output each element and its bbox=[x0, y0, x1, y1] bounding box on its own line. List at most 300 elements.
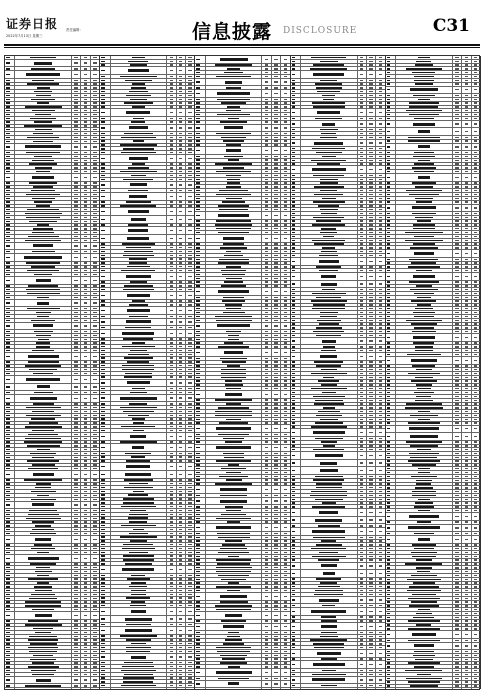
table-cell bbox=[261, 437, 270, 440]
table-cell bbox=[195, 163, 204, 166]
table-cell bbox=[185, 524, 194, 527]
table-cell bbox=[166, 227, 175, 234]
cell-text-mark bbox=[179, 289, 182, 290]
cell-text-mark bbox=[179, 552, 182, 553]
cell-text-mark bbox=[93, 609, 96, 610]
table-cell bbox=[261, 399, 270, 402]
cell-text-mark bbox=[130, 435, 146, 438]
table-cell bbox=[205, 90, 262, 97]
cell-text-mark bbox=[84, 87, 87, 88]
table-cell bbox=[280, 334, 289, 337]
cell-text-mark bbox=[284, 620, 287, 621]
table-cell bbox=[280, 132, 289, 135]
cell-text-mark bbox=[196, 365, 200, 366]
table-cell bbox=[71, 604, 80, 607]
cell-text-mark bbox=[265, 632, 268, 633]
table-cell bbox=[261, 433, 270, 436]
cell-text-mark bbox=[93, 146, 96, 147]
cell-text-mark bbox=[188, 392, 191, 393]
table-cell bbox=[71, 79, 80, 82]
cell-text-mark bbox=[36, 342, 49, 343]
cell-text-mark bbox=[284, 238, 287, 239]
cell-text-mark bbox=[284, 666, 287, 667]
cell-text-mark bbox=[265, 468, 268, 469]
table-cell bbox=[280, 593, 289, 600]
table-cell bbox=[271, 296, 280, 299]
table-row bbox=[100, 444, 194, 452]
table-cell bbox=[90, 444, 99, 447]
table-cell bbox=[71, 494, 80, 497]
table-cell bbox=[261, 574, 270, 577]
table-cell bbox=[80, 662, 89, 665]
cell-text-mark bbox=[379, 61, 382, 62]
cell-text-mark bbox=[93, 339, 96, 340]
cell-text-mark bbox=[6, 228, 10, 229]
table-cell bbox=[280, 75, 289, 78]
cell-text-mark bbox=[284, 339, 287, 340]
table-row bbox=[195, 445, 289, 453]
cell-text-mark bbox=[32, 251, 55, 252]
cell-text-mark bbox=[265, 639, 268, 640]
table-cell bbox=[205, 273, 262, 276]
table-cell bbox=[280, 71, 289, 74]
table-cell bbox=[205, 509, 262, 512]
cell-text-mark bbox=[284, 144, 287, 145]
cell-text-mark bbox=[265, 464, 268, 465]
table-cell bbox=[110, 56, 167, 59]
cell-text-mark bbox=[196, 479, 200, 480]
cell-text-mark bbox=[188, 80, 191, 81]
cell-text-mark bbox=[196, 476, 200, 477]
cell-text-mark bbox=[265, 590, 268, 591]
cell-text-mark bbox=[284, 403, 287, 404]
table-cell bbox=[80, 536, 89, 543]
cell-text-mark bbox=[170, 569, 173, 570]
cell-text-mark bbox=[31, 594, 55, 595]
table-cell bbox=[110, 490, 167, 493]
cell-text-mark bbox=[284, 626, 287, 627]
table-cell bbox=[166, 79, 175, 82]
table-cell bbox=[71, 566, 80, 569]
table-cell bbox=[71, 406, 80, 409]
table-cell bbox=[80, 422, 89, 425]
table-cell bbox=[166, 330, 175, 337]
table-cell bbox=[205, 555, 262, 558]
cell-text-mark bbox=[37, 224, 49, 225]
cell-text-mark bbox=[93, 441, 96, 442]
table-cell bbox=[185, 574, 194, 577]
table-cell bbox=[205, 380, 262, 383]
table-cell bbox=[71, 125, 80, 128]
table-cell bbox=[176, 315, 185, 318]
cell-text-mark bbox=[6, 232, 10, 233]
cell-text-mark bbox=[196, 352, 200, 353]
cell-text-mark bbox=[101, 61, 105, 62]
table-cell bbox=[90, 414, 99, 417]
cell-text-mark bbox=[84, 468, 87, 469]
cell-text-mark bbox=[196, 209, 200, 210]
table-cell bbox=[14, 83, 71, 86]
table-cell bbox=[261, 551, 270, 554]
cell-text-mark bbox=[265, 575, 268, 576]
cell-text-mark bbox=[265, 438, 268, 439]
cell-text-mark bbox=[84, 346, 87, 347]
cell-text-mark bbox=[188, 281, 191, 282]
table-cell bbox=[110, 357, 167, 360]
table-cell bbox=[5, 563, 14, 566]
table-cell bbox=[176, 189, 185, 192]
cell-text-mark bbox=[265, 72, 268, 73]
cell-text-mark bbox=[170, 357, 173, 358]
cell-text-mark bbox=[170, 61, 173, 62]
table-cell bbox=[5, 300, 14, 307]
table-cell bbox=[71, 452, 80, 455]
table-cell bbox=[71, 418, 80, 421]
cell-text-mark bbox=[126, 95, 151, 96]
table-cell bbox=[90, 136, 99, 139]
cell-text-mark bbox=[196, 506, 200, 507]
cell-text-mark bbox=[84, 457, 87, 458]
table-cell bbox=[271, 688, 280, 689]
table-cell bbox=[100, 246, 109, 249]
table-cell bbox=[5, 159, 14, 162]
cell-text-mark bbox=[274, 278, 277, 279]
table-cell bbox=[205, 624, 262, 631]
table-cell bbox=[195, 368, 204, 371]
cell-text-mark bbox=[101, 106, 105, 107]
cell-text-mark bbox=[93, 521, 96, 522]
cell-text-mark bbox=[74, 453, 77, 454]
cell-text-mark bbox=[74, 339, 77, 340]
table-cell bbox=[195, 86, 204, 89]
cell-text-mark bbox=[220, 488, 248, 491]
cell-text-mark bbox=[179, 517, 182, 518]
table-cell bbox=[100, 174, 109, 177]
cell-text-mark bbox=[93, 552, 96, 553]
table-cell bbox=[271, 509, 280, 512]
table-cell bbox=[5, 372, 14, 375]
table-cell bbox=[14, 585, 71, 588]
cell-text-mark bbox=[274, 331, 277, 332]
cell-text-mark bbox=[196, 411, 200, 412]
cell-text-mark bbox=[101, 342, 105, 343]
table-cell bbox=[261, 79, 270, 86]
cell-text-mark bbox=[274, 262, 277, 263]
table-cell bbox=[110, 376, 167, 379]
cell-text-mark bbox=[265, 110, 268, 111]
table-cell bbox=[195, 269, 204, 272]
cell-text-mark bbox=[188, 144, 191, 145]
table-cell bbox=[90, 311, 99, 314]
cell-text-mark bbox=[188, 403, 191, 404]
cell-text-mark bbox=[196, 377, 200, 378]
cell-text-mark bbox=[33, 628, 53, 629]
table-cell bbox=[205, 452, 262, 455]
table-cell bbox=[166, 654, 175, 661]
table-cell bbox=[185, 319, 194, 326]
table-cell bbox=[280, 635, 289, 638]
table-row bbox=[195, 147, 289, 155]
table-cell bbox=[90, 403, 99, 406]
cell-text-mark bbox=[265, 182, 268, 183]
table-cell bbox=[205, 570, 262, 573]
table-cell bbox=[80, 612, 89, 619]
cell-text-mark bbox=[84, 152, 87, 153]
cell-text-mark bbox=[284, 373, 287, 374]
table-cell bbox=[100, 125, 109, 132]
table-cell bbox=[5, 665, 14, 668]
table-cell bbox=[195, 231, 204, 234]
table-cell bbox=[195, 250, 204, 253]
table-cell bbox=[71, 384, 80, 391]
cell-text-mark bbox=[128, 224, 148, 225]
cell-text-mark bbox=[32, 110, 55, 111]
cell-text-mark bbox=[360, 61, 363, 62]
cell-text-mark bbox=[179, 205, 182, 206]
table-cell bbox=[90, 243, 99, 250]
cell-text-mark bbox=[6, 316, 10, 317]
cell-text-mark bbox=[188, 514, 191, 515]
cell-text-mark bbox=[84, 110, 87, 111]
cell-text-mark bbox=[179, 295, 182, 296]
cell-text-mark bbox=[93, 356, 96, 357]
cell-text-mark bbox=[93, 674, 96, 675]
table-cell bbox=[80, 113, 89, 116]
table-cell bbox=[71, 677, 80, 684]
cell-text-mark bbox=[274, 373, 277, 374]
table-cell bbox=[90, 71, 99, 78]
table-cell bbox=[195, 174, 204, 177]
table-cell bbox=[14, 132, 71, 135]
cell-text-mark bbox=[130, 281, 147, 282]
cell-text-mark bbox=[84, 160, 87, 161]
cell-text-mark bbox=[284, 262, 287, 263]
table-cell bbox=[176, 246, 185, 249]
table-cell bbox=[261, 536, 270, 539]
cell-text-mark bbox=[170, 316, 173, 317]
table-cell bbox=[195, 585, 204, 588]
table-cell bbox=[71, 159, 80, 162]
table-cell bbox=[205, 585, 262, 588]
table-cell bbox=[261, 265, 270, 268]
cell-text-mark bbox=[74, 582, 77, 583]
table-cell bbox=[280, 555, 289, 558]
table-cell bbox=[71, 315, 80, 318]
table-cell bbox=[205, 212, 262, 219]
table-cell bbox=[271, 467, 280, 470]
cell-text-mark bbox=[129, 91, 148, 92]
cell-text-mark bbox=[93, 91, 96, 92]
cell-text-mark bbox=[179, 597, 182, 598]
table-cell bbox=[110, 456, 167, 459]
cell-text-mark bbox=[265, 118, 268, 119]
cell-text-mark bbox=[93, 651, 96, 652]
table-cell bbox=[110, 680, 167, 683]
table-cell bbox=[185, 281, 194, 284]
table-cell bbox=[90, 524, 99, 527]
table-cell bbox=[205, 403, 262, 406]
cell-text-mark bbox=[170, 99, 173, 100]
table-cell bbox=[176, 673, 185, 676]
cell-text-mark bbox=[84, 280, 87, 281]
table-cell bbox=[80, 376, 89, 383]
table-cell bbox=[100, 460, 109, 463]
cell-text-mark bbox=[221, 514, 245, 515]
cell-text-mark bbox=[274, 266, 277, 267]
table-cell bbox=[166, 429, 175, 432]
cell-text-mark bbox=[179, 342, 182, 343]
table-cell bbox=[100, 284, 109, 287]
table-cell bbox=[280, 281, 289, 284]
table-cell bbox=[205, 681, 262, 688]
table-cell bbox=[71, 643, 80, 646]
cell-text-mark bbox=[179, 121, 182, 122]
table-cell bbox=[261, 90, 270, 97]
cell-text-mark bbox=[74, 152, 77, 153]
table-cell bbox=[195, 593, 204, 600]
cell-text-mark bbox=[6, 662, 10, 663]
table-cell bbox=[100, 79, 109, 82]
table-cell bbox=[110, 83, 167, 86]
cell-text-mark bbox=[179, 300, 182, 301]
table-cell bbox=[71, 608, 80, 611]
cell-text-mark bbox=[196, 636, 200, 637]
cell-text-mark bbox=[315, 83, 342, 84]
cell-text-mark bbox=[274, 571, 277, 572]
cell-text-mark bbox=[6, 422, 10, 423]
cell-text-mark bbox=[217, 533, 250, 534]
table-cell bbox=[271, 361, 280, 364]
cell-text-mark bbox=[196, 518, 200, 519]
cell-text-mark bbox=[74, 558, 77, 559]
cell-text-mark bbox=[6, 643, 10, 644]
table-cell bbox=[100, 661, 109, 664]
table-cell bbox=[71, 201, 80, 204]
table-cell bbox=[185, 528, 194, 531]
table-cell bbox=[90, 368, 99, 371]
cell-text-mark bbox=[6, 379, 10, 380]
cell-text-mark bbox=[74, 209, 77, 210]
table-cell bbox=[80, 444, 89, 447]
cell-text-mark bbox=[170, 487, 173, 488]
cell-text-mark bbox=[274, 620, 277, 621]
cell-text-mark bbox=[170, 179, 173, 180]
table-cell bbox=[71, 365, 80, 368]
table-row bbox=[100, 608, 194, 616]
cell-text-mark bbox=[265, 476, 268, 477]
table-cell bbox=[271, 437, 280, 440]
table-cell bbox=[80, 277, 89, 284]
cell-text-mark bbox=[74, 118, 77, 119]
cell-text-mark bbox=[196, 399, 200, 400]
table-cell bbox=[366, 83, 375, 86]
cell-text-mark bbox=[179, 238, 182, 239]
cell-text-mark bbox=[369, 87, 372, 88]
table-cell bbox=[71, 182, 80, 185]
cell-text-mark bbox=[93, 615, 96, 616]
table-cell bbox=[291, 98, 300, 101]
table-cell bbox=[280, 658, 289, 661]
table-cell bbox=[14, 566, 71, 569]
cell-text-mark bbox=[74, 62, 77, 63]
table-cell bbox=[110, 482, 167, 485]
table-cell bbox=[100, 178, 109, 181]
cell-text-mark bbox=[360, 57, 363, 58]
cell-text-mark bbox=[74, 198, 77, 199]
cell-text-mark bbox=[101, 506, 105, 507]
cell-text-mark bbox=[6, 533, 10, 534]
cell-text-mark bbox=[170, 321, 173, 322]
table-cell bbox=[14, 117, 71, 120]
table-row bbox=[100, 463, 194, 471]
table-cell bbox=[14, 71, 71, 78]
table-cell bbox=[166, 513, 175, 516]
table-cell bbox=[280, 669, 289, 676]
table-cell bbox=[5, 83, 14, 86]
table-cell bbox=[185, 254, 194, 257]
cell-text-mark bbox=[6, 615, 10, 616]
table-cell bbox=[71, 425, 80, 428]
table-cell bbox=[166, 262, 175, 265]
cell-text-mark bbox=[101, 112, 105, 113]
cell-text-mark bbox=[170, 121, 173, 122]
cell-text-mark bbox=[265, 533, 268, 534]
table-cell bbox=[280, 422, 289, 425]
table-cell bbox=[366, 106, 375, 109]
table-cell bbox=[71, 479, 80, 482]
cell-text-mark bbox=[196, 683, 200, 684]
table-cell bbox=[110, 147, 167, 150]
table-cell bbox=[166, 338, 175, 341]
table-cell bbox=[166, 650, 175, 653]
table-cell bbox=[261, 315, 270, 318]
cell-text-mark bbox=[101, 479, 105, 480]
cell-text-mark bbox=[265, 274, 268, 275]
cell-text-mark bbox=[265, 87, 268, 88]
table-cell bbox=[375, 60, 384, 63]
table-cell bbox=[166, 83, 175, 86]
table-cell bbox=[166, 498, 175, 501]
cell-text-mark bbox=[93, 529, 96, 530]
cell-text-mark bbox=[101, 618, 105, 619]
table-cell bbox=[271, 498, 280, 505]
cell-text-mark bbox=[93, 194, 96, 195]
cell-text-mark bbox=[6, 224, 10, 225]
table-cell bbox=[185, 307, 194, 314]
table-cell bbox=[176, 642, 185, 645]
table-cell bbox=[375, 98, 384, 101]
table-cell bbox=[14, 201, 71, 204]
cell-text-mark bbox=[28, 639, 58, 640]
cell-text-mark bbox=[74, 655, 77, 656]
table-cell bbox=[357, 60, 366, 63]
cell-text-mark bbox=[188, 552, 191, 553]
cell-text-mark bbox=[84, 62, 87, 63]
table-cell bbox=[90, 585, 99, 588]
table-cell bbox=[100, 421, 109, 424]
table-cell bbox=[14, 658, 71, 661]
table-cell bbox=[205, 67, 262, 70]
cell-text-mark bbox=[196, 251, 200, 252]
table-cell bbox=[185, 688, 194, 689]
cell-text-mark bbox=[93, 257, 96, 258]
table-cell bbox=[261, 509, 270, 512]
table-cell bbox=[261, 384, 270, 387]
cell-text-mark bbox=[196, 537, 200, 538]
cell-text-mark bbox=[274, 358, 277, 359]
cell-text-mark bbox=[196, 373, 200, 374]
cell-text-mark bbox=[170, 460, 173, 461]
